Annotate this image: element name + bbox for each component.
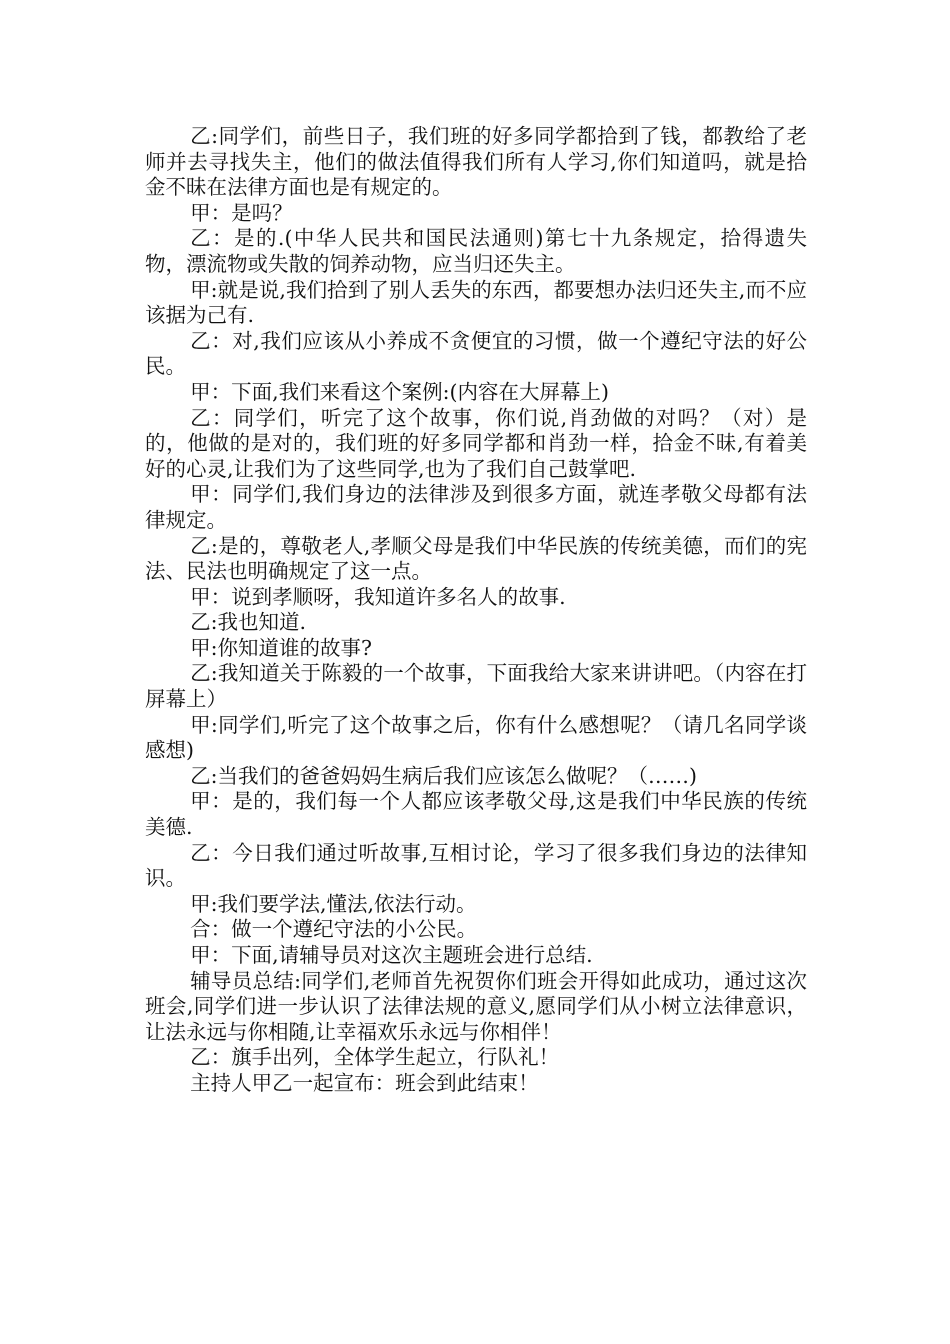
paragraph-4: 甲:就是说,我们拾到了别人丢失的东西，都要想办法归还失主,而不应该据为己有. xyxy=(145,277,807,328)
paragraph-8: 甲：同学们,我们身边的法律涉及到很多方面，就连孝敬父母都有法律规定。 xyxy=(145,482,807,532)
paragraph-5: 乙：对,我们应该从小养成不贪便宜的习惯，做一个遵纪守法的好公民。 xyxy=(145,328,807,379)
paragraph-10: 甲：说到孝顺呀，我知道许多名人的故事. xyxy=(190,584,566,609)
paragraph-12: 甲:你知道谁的故事? xyxy=(190,635,372,660)
paragraph-11: 乙:我也知道. xyxy=(190,610,307,635)
paragraph-20: 甲：下面,请辅导员对这次主题班会进行总结. xyxy=(190,943,593,967)
paragraph-9: 乙:是的，尊敬老人,孝顺父母是我们中华民族的传统美德，而们的宪法、民法也明确规定了这一点。 xyxy=(145,533,807,584)
paragraph-15: 乙:当我们的爸爸妈妈生病后我们应该怎么做呢？（……) xyxy=(190,763,697,788)
paragraph-18: 甲:我们要学法,懂法,依法行动。 xyxy=(190,891,477,916)
paragraph-19: 合：做一个遵纪守法的小公民。 xyxy=(190,917,478,942)
paragraph-17: 乙：今日我们通过听故事,互相讨论，学习了很多我们身边的法律知识。 xyxy=(145,840,807,891)
paragraph-13: 乙:我知道关于陈毅的一个故事，下面我给大家来讲讲吧。（内容在打屏幕上） xyxy=(145,661,807,712)
paragraph-6: 甲：下面,我们来看这个案例:(内容在大屏幕上) xyxy=(190,379,610,404)
document-body xyxy=(145,124,807,1097)
paragraph-14: 甲:同学们,听完了这个故事之后，你有什么感想呢？（请几名同学谈感想) xyxy=(145,712,807,763)
paragraph-23: 主持人甲乙一起宣布：班会到此结束！ xyxy=(190,1070,539,1095)
paragraph-3: 乙：是的.(中华人民共和国民法通则)第七十九条规定，拾得遗失物，漂流物或失散的饲养动物，应当归还失主。 xyxy=(145,226,807,276)
paragraph-22: 乙：旗手出列，全体学生起立，行队礼！ xyxy=(190,1045,560,1070)
paragraph-21: 辅导员总结:同学们,老师首先祝贺你们班会开得如此成功，通过这次班会,同学们进一步认识了法律法规的意义,愿同学们从小树立法律意识，让法永远与你相随,让幸福欢乐永远与你相伴！ xyxy=(145,968,807,1044)
paragraph-1: 乙:同学们，前些日子，我们班的好多同学都拾到了钱，都教给了老师并去寻找失主，他们的做法值得我们所有人学习,你们知道吗，就是拾金不昧在法律方面也是有规定的。 xyxy=(145,124,807,200)
paragraph-16: 甲：是的，我们每一个人都应该孝敬父母,这是我们中华民族的传统美德. xyxy=(145,789,807,840)
paragraph-7: 乙：同学们，听完了这个故事，你们说,肖劲做的对吗？（对）是的，他做的是对的，我们班的好多同学都和肖劲一样，拾金不昧,有着美好的心灵,让我们为了这些同学,也为了我们自己鼓掌吧. xyxy=(145,405,807,481)
paragraph-2: 甲：是吗？ xyxy=(190,200,293,225)
